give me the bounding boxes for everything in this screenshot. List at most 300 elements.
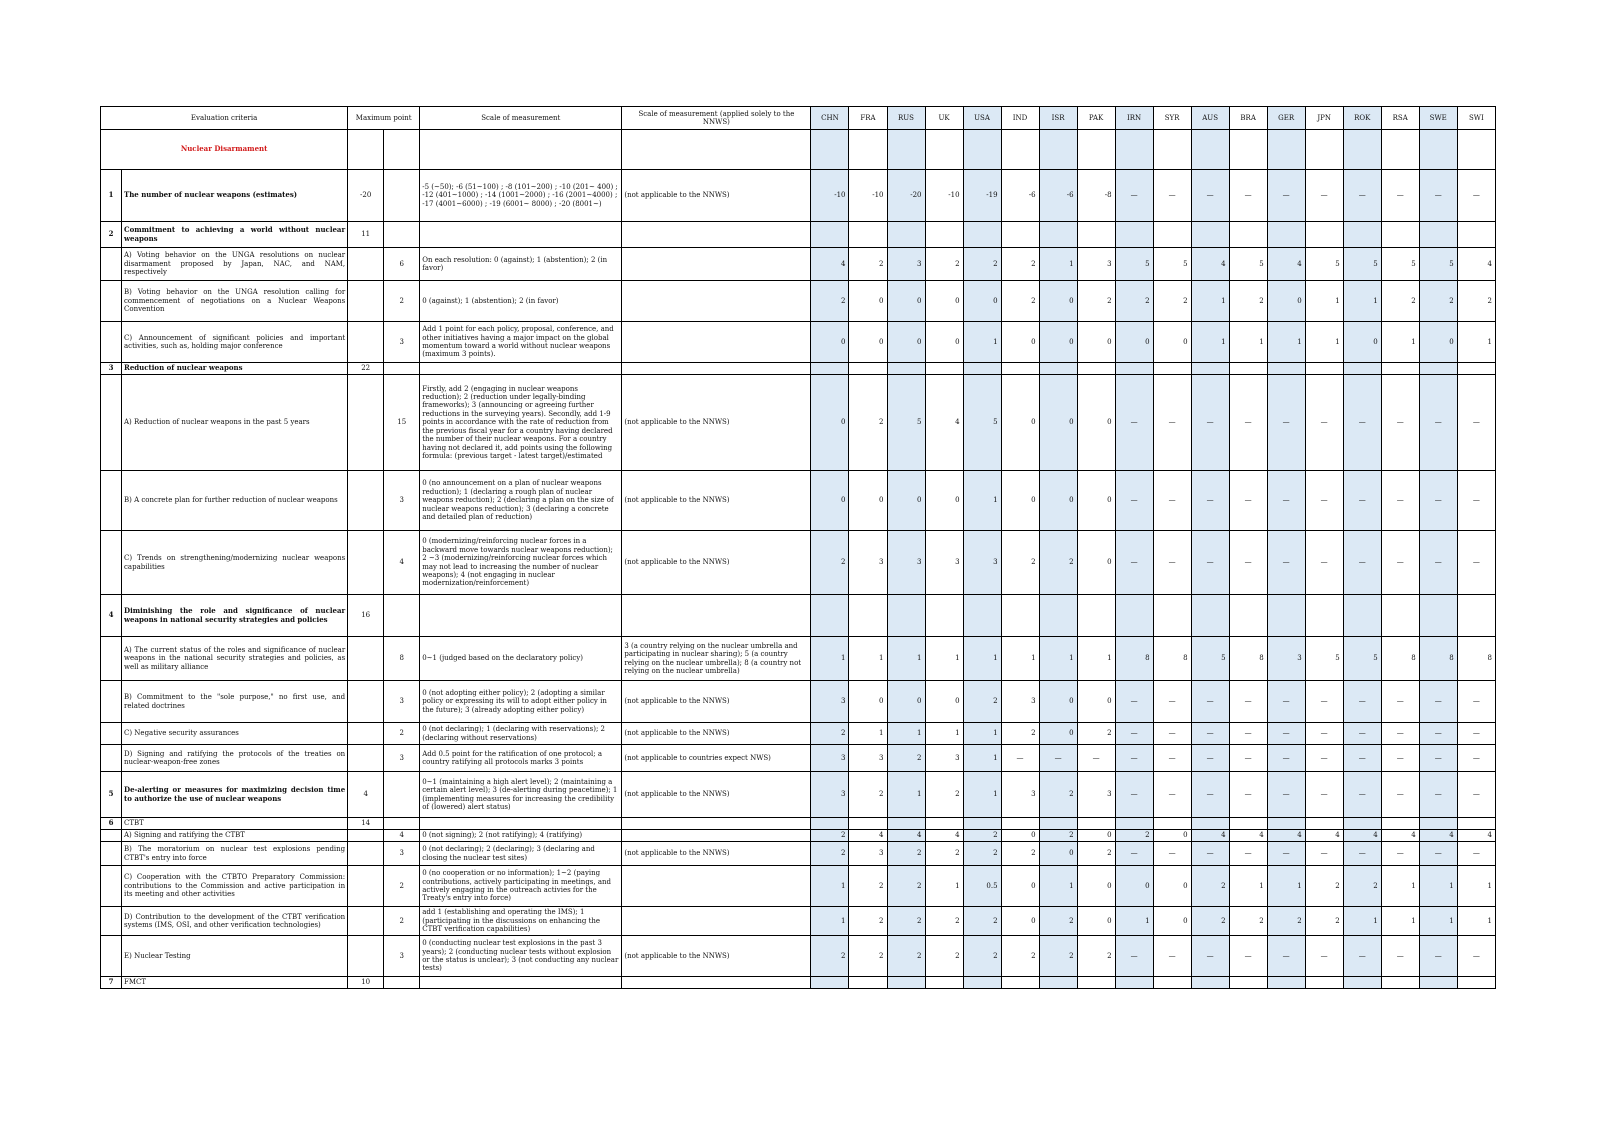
score-cell	[1267, 222, 1305, 248]
score-cell: 0	[925, 471, 963, 531]
score-cell: 1	[811, 637, 849, 681]
score-cell: —	[1343, 681, 1381, 723]
score-cell: —	[1343, 842, 1381, 866]
score-cell: 1	[1229, 322, 1267, 363]
score-cell	[1001, 363, 1039, 375]
score-cell: 1	[1305, 281, 1343, 322]
country-header: AUS	[1191, 107, 1229, 130]
score-cell: 0	[1419, 322, 1457, 363]
row-number	[101, 907, 122, 936]
score-cell: 2	[849, 907, 887, 936]
criteria-label: B) The moratorium on nuclear test explosions pending CTBT's entry into force	[122, 842, 348, 866]
score-cell: -8	[1077, 170, 1115, 222]
score-cell: 2	[963, 936, 1001, 977]
country-header: USA	[963, 107, 1001, 130]
max-point: 10	[348, 977, 384, 989]
score-cell: 1	[963, 322, 1001, 363]
score-cell: 3	[1267, 637, 1305, 681]
score-cell	[1077, 977, 1115, 989]
criteria-label: D) Signing and ratifying the protocols of the treaties on nuclear-weapon-free zones	[122, 745, 348, 772]
section-title-row	[101, 130, 1496, 170]
score-cell: —	[1229, 471, 1267, 531]
score-cell	[887, 977, 925, 989]
score-cell	[1153, 977, 1191, 989]
score-cell	[1191, 818, 1229, 830]
score-cell: 2	[1191, 866, 1229, 907]
score-cell: 0	[1267, 281, 1305, 322]
score-cell: 1	[1381, 866, 1419, 907]
criteria-label: Diminishing the role and significance of nuclear weapons in national security strategies and policies	[122, 595, 348, 637]
sub-point: 2	[384, 907, 420, 936]
score-cell: —	[1343, 772, 1381, 818]
score-cell: 2	[1001, 723, 1039, 745]
score-cell: —	[1343, 170, 1381, 222]
score-cell: 1	[1077, 637, 1115, 681]
score-cell	[1457, 977, 1495, 989]
scale-text: 0 (no cooperation or no information); 1~2 (paying contributions, actively participating in meetings, and actively engaging in the outreach activies for the Treaty's entry into force)	[420, 866, 622, 907]
score-cell: —	[1381, 936, 1419, 977]
row-number	[101, 681, 122, 723]
score-cell: 2	[887, 866, 925, 907]
score-cell: 1	[1381, 907, 1419, 936]
score-cell: 2	[925, 248, 963, 281]
score-cell	[1343, 222, 1381, 248]
score-cell	[1305, 977, 1343, 989]
score-cell: —	[1191, 531, 1229, 595]
score-cell: 2	[963, 248, 1001, 281]
score-cell	[849, 595, 887, 637]
score-cell: 2	[1229, 281, 1267, 322]
score-cell: 2	[1457, 281, 1495, 322]
criteria-label: D) Contribution to the development of the CTBT verification systems (IMS, OSI, and other verification technologies)	[122, 907, 348, 936]
score-cell: 2	[1305, 907, 1343, 936]
score-cell: —	[1305, 170, 1343, 222]
sub-point: 4	[384, 531, 420, 595]
score-cell: 5	[1229, 248, 1267, 281]
score-cell: —	[1305, 375, 1343, 471]
score-cell: 2	[1039, 907, 1077, 936]
score-cell: —	[1153, 375, 1191, 471]
score-cell	[1191, 363, 1229, 375]
score-cell	[1419, 363, 1457, 375]
score-cell: 1	[887, 772, 925, 818]
scale-text	[420, 977, 622, 989]
scale-nnws-text	[622, 322, 811, 363]
score-cell	[849, 977, 887, 989]
score-cell: 2	[963, 830, 1001, 842]
criteria-row	[101, 248, 1496, 281]
score-cell: 5	[1115, 248, 1153, 281]
score-cell	[1115, 977, 1153, 989]
scale-text: 0 (not declaring); 2 (declaring); 3 (declaring and closing the nuclear test sites)	[420, 842, 622, 866]
country-header: SYR	[1153, 107, 1191, 130]
score-cell	[811, 222, 849, 248]
score-cell: —	[1115, 842, 1153, 866]
score-cell: —	[1381, 772, 1419, 818]
score-cell	[1001, 222, 1039, 248]
score-cell: 4	[1381, 830, 1419, 842]
score-cell	[1077, 363, 1115, 375]
criteria-label: B) Voting behavior on the UNGA resolution calling for commencement of negotiations on a Nuclear Weapons Convention	[122, 281, 348, 322]
sub-point: 6	[384, 248, 420, 281]
scale-text: add 1 (establishing and operating the IMS); 1 (participating in the discussions on enhancing the CTBT verification capabilities)	[420, 907, 622, 936]
score-cell: —	[1419, 375, 1457, 471]
criteria-header: Evaluation criteria	[101, 107, 348, 130]
score-cell: —	[1419, 681, 1457, 723]
score-cell: —	[1267, 772, 1305, 818]
score-cell: 3	[849, 745, 887, 772]
score-cell	[1343, 595, 1381, 637]
criteria-row	[101, 977, 1496, 989]
score-cell: 2	[925, 936, 963, 977]
criteria-row	[101, 830, 1496, 842]
score-cell: 1	[1343, 907, 1381, 936]
score-cell: —	[1343, 936, 1381, 977]
score-cell: 1	[1267, 866, 1305, 907]
score-cell	[1039, 222, 1077, 248]
score-cell: —	[1343, 745, 1381, 772]
score-cell: —	[1381, 170, 1419, 222]
score-cell: 2	[1001, 936, 1039, 977]
score-cell: -6	[1039, 170, 1077, 222]
score-cell: —	[1267, 681, 1305, 723]
row-number	[101, 471, 122, 531]
score-cell: 0	[1077, 866, 1115, 907]
score-cell: —	[1153, 842, 1191, 866]
score-cell: 0	[849, 471, 887, 531]
score-cell: 1	[1381, 322, 1419, 363]
sub-point: 2	[384, 281, 420, 322]
country-header: IRN	[1115, 107, 1153, 130]
score-cell	[887, 595, 925, 637]
score-cell	[1267, 818, 1305, 830]
scale-nnws-text	[622, 866, 811, 907]
score-cell	[1457, 222, 1495, 248]
row-number	[101, 375, 122, 471]
country-header: RUS	[887, 107, 925, 130]
score-cell: 0	[849, 681, 887, 723]
criteria-label: De-alerting or measures for maximizing decision time to authorize the use of nuclear weapons	[122, 772, 348, 818]
scale-text	[420, 363, 622, 375]
criteria-label: A) Reduction of nuclear weapons in the past 5 years	[122, 375, 348, 471]
sub-point	[384, 222, 420, 248]
score-cell: 4	[1457, 830, 1495, 842]
row-number	[101, 281, 122, 322]
score-cell: 5	[1305, 637, 1343, 681]
score-cell: 3	[811, 772, 849, 818]
score-cell: -10	[925, 170, 963, 222]
sub-point	[384, 363, 420, 375]
score-cell	[1343, 818, 1381, 830]
criteria-label: E) Nuclear Testing	[122, 936, 348, 977]
scale-nnws-text: (not applicable to countries expect NWS)	[622, 745, 811, 772]
score-cell: 2	[1001, 248, 1039, 281]
score-cell: 8	[1115, 637, 1153, 681]
country-header: ISR	[1039, 107, 1077, 130]
row-number: 4	[101, 595, 122, 637]
scale-text	[420, 818, 622, 830]
score-cell: 2	[1229, 907, 1267, 936]
max-point	[348, 681, 384, 723]
score-cell: 2	[811, 281, 849, 322]
score-cell: 2	[1039, 772, 1077, 818]
score-cell	[963, 363, 1001, 375]
criteria-label: Reduction of nuclear weapons	[122, 363, 348, 375]
score-cell: 2	[887, 842, 925, 866]
score-cell: 2	[1001, 842, 1039, 866]
score-cell: 2	[1077, 723, 1115, 745]
score-cell: 2	[849, 936, 887, 977]
criteria-row	[101, 170, 1496, 222]
score-cell: 0	[1039, 723, 1077, 745]
score-cell: —	[1115, 170, 1153, 222]
row-number	[101, 248, 122, 281]
score-cell	[811, 363, 849, 375]
score-cell: 1	[1267, 322, 1305, 363]
score-cell: —	[1457, 531, 1495, 595]
score-cell: 2	[1115, 281, 1153, 322]
score-cell: —	[1191, 842, 1229, 866]
score-cell	[1419, 818, 1457, 830]
country-header: JPN	[1305, 107, 1343, 130]
score-cell: 4	[1305, 830, 1343, 842]
score-cell: -19	[963, 170, 1001, 222]
score-cell: 4	[811, 248, 849, 281]
table-body	[101, 130, 1496, 989]
score-cell: 1	[1305, 322, 1343, 363]
score-cell	[925, 818, 963, 830]
score-cell	[1115, 818, 1153, 830]
row-number	[101, 866, 122, 907]
score-cell: 1	[887, 723, 925, 745]
criteria-label: C) Cooperation with the CTBTO Preparatory Commission: contributions to the Commission and active participation in its meeting and other activities	[122, 866, 348, 907]
criteria-label: C) Negative security assurances	[122, 723, 348, 745]
scale-text: 0 (modernizing/reinforcing nuclear forces in a backward move towards nuclear weapons reduction); 2 ~3 (modernizing/reinforcing nuclear forces which may not lead to increasing the number of nuclear weapons); 4 (not engaging in nuclear modernization/reinforcement)	[420, 531, 622, 595]
score-cell	[887, 363, 925, 375]
max-point	[348, 830, 384, 842]
score-cell: —	[1305, 681, 1343, 723]
score-cell	[1457, 818, 1495, 830]
score-cell: 0	[925, 681, 963, 723]
sub-point: 3	[384, 322, 420, 363]
score-cell: 2	[963, 907, 1001, 936]
score-cell: 3	[849, 531, 887, 595]
score-cell: 1	[849, 637, 887, 681]
score-cell: 2	[811, 723, 849, 745]
row-number: 6	[101, 818, 122, 830]
score-cell	[1457, 595, 1495, 637]
score-cell	[1229, 977, 1267, 989]
score-cell: 2	[1419, 281, 1457, 322]
score-cell: 4	[1343, 830, 1381, 842]
score-cell: —	[1191, 375, 1229, 471]
score-cell: 1	[1039, 866, 1077, 907]
score-cell: 2	[963, 842, 1001, 866]
score-cell	[1305, 818, 1343, 830]
criteria-label: The number of nuclear weapons (estimates)	[122, 170, 348, 222]
score-cell: —	[1153, 772, 1191, 818]
score-cell	[1381, 818, 1419, 830]
scale-text: 0~1 (maintaining a high alert level); 2 (maintaining a certain alert level); 3 (de-alerting during peacetime); 1 (implementing measures for increasing the credibility of (lowered) alert status)	[420, 772, 622, 818]
scale-nnws-text	[622, 222, 811, 248]
score-cell: 2	[887, 745, 925, 772]
score-cell: —	[1267, 531, 1305, 595]
score-cell: —	[1191, 936, 1229, 977]
max-point	[348, 745, 384, 772]
score-cell	[1229, 363, 1267, 375]
score-cell: —	[1077, 745, 1115, 772]
score-cell: 3	[811, 681, 849, 723]
score-cell: —	[1229, 723, 1267, 745]
scale-nnws-text: (not applicable to the NNWS)	[622, 531, 811, 595]
max-point	[348, 322, 384, 363]
score-cell: 4	[1419, 830, 1457, 842]
score-cell	[1267, 977, 1305, 989]
score-cell: 1	[925, 866, 963, 907]
score-cell: 1	[1419, 907, 1457, 936]
score-cell: —	[1153, 531, 1191, 595]
criteria-row	[101, 907, 1496, 936]
score-cell: 1	[1343, 281, 1381, 322]
score-cell	[811, 818, 849, 830]
row-number	[101, 531, 122, 595]
score-cell	[1077, 595, 1115, 637]
score-cell: 4	[1457, 248, 1495, 281]
score-cell: 1	[1039, 637, 1077, 681]
sub-point: 3	[384, 745, 420, 772]
scale-nnws-text	[622, 595, 811, 637]
score-cell: 0	[1039, 322, 1077, 363]
score-cell: 5	[887, 375, 925, 471]
sub-point	[384, 977, 420, 989]
score-cell: —	[1267, 936, 1305, 977]
score-cell: —	[1419, 842, 1457, 866]
country-header: ROK	[1343, 107, 1381, 130]
score-cell: —	[1381, 375, 1419, 471]
score-cell	[1457, 363, 1495, 375]
criteria-row	[101, 222, 1496, 248]
score-cell: —	[1305, 531, 1343, 595]
score-cell: 2	[1077, 842, 1115, 866]
score-cell	[1381, 977, 1419, 989]
score-cell: 1	[963, 471, 1001, 531]
score-cell: —	[1381, 723, 1419, 745]
score-cell: 2	[1001, 531, 1039, 595]
criteria-row	[101, 936, 1496, 977]
score-cell: 8	[1153, 637, 1191, 681]
score-cell	[1267, 595, 1305, 637]
score-cell: —	[1153, 170, 1191, 222]
score-cell: 4	[925, 830, 963, 842]
max-point: 22	[348, 363, 384, 375]
scale-nnws-text: (not applicable to the NNWS)	[622, 471, 811, 531]
score-cell: 1	[1001, 637, 1039, 681]
scale-text: Add 0.5 point for the ratification of one protocol; a country ratifying all protocols marks 3 points	[420, 745, 622, 772]
score-cell: —	[1115, 531, 1153, 595]
score-cell: 0	[963, 281, 1001, 322]
score-cell: —	[1191, 471, 1229, 531]
score-cell: 0	[1039, 281, 1077, 322]
criteria-row	[101, 818, 1496, 830]
score-cell: —	[1305, 772, 1343, 818]
score-cell: 0	[1153, 322, 1191, 363]
row-number	[101, 830, 122, 842]
scale-nnws-text	[622, 818, 811, 830]
score-cell	[1039, 595, 1077, 637]
score-cell	[1381, 363, 1419, 375]
max-point	[348, 723, 384, 745]
score-cell	[1153, 595, 1191, 637]
scale-nnws-text: (not applicable to the NNWS)	[622, 681, 811, 723]
score-cell: —	[1381, 745, 1419, 772]
scale-text: Add 1 point for each policy, proposal, conference, and other initiatives having a major impact on the global momentum toward a world without nuclear weapons (maximum 3 points).	[420, 322, 622, 363]
score-cell: 2	[925, 772, 963, 818]
score-cell: —	[1381, 531, 1419, 595]
score-cell	[1267, 363, 1305, 375]
criteria-row	[101, 681, 1496, 723]
row-number	[101, 723, 122, 745]
country-header: CHN	[811, 107, 849, 130]
score-cell	[1115, 595, 1153, 637]
criteria-row	[101, 281, 1496, 322]
score-cell	[963, 222, 1001, 248]
score-cell: 0	[1039, 375, 1077, 471]
score-cell: 1	[925, 637, 963, 681]
score-cell: 0	[1039, 842, 1077, 866]
row-number: 1	[101, 170, 122, 222]
score-cell	[887, 222, 925, 248]
score-cell	[925, 222, 963, 248]
score-cell: 3	[1077, 772, 1115, 818]
score-cell	[1191, 595, 1229, 637]
score-cell: 0	[1001, 322, 1039, 363]
scale-text: On each resolution: 0 (against); 1 (abstention); 2 (in favor)	[420, 248, 622, 281]
criteria-row	[101, 322, 1496, 363]
score-cell: -10	[811, 170, 849, 222]
score-cell: 1	[1457, 322, 1495, 363]
max-point	[348, 281, 384, 322]
score-cell: 0	[1001, 907, 1039, 936]
score-cell: 4	[1229, 830, 1267, 842]
country-header: FRA	[849, 107, 887, 130]
country-header: RSA	[1381, 107, 1419, 130]
sub-point: 3	[384, 471, 420, 531]
score-cell: —	[1115, 772, 1153, 818]
score-cell: 2	[811, 531, 849, 595]
country-header: UK	[925, 107, 963, 130]
score-cell: —	[1419, 772, 1457, 818]
criteria-row	[101, 745, 1496, 772]
criteria-label: Commitment to achieving a world without nuclear weapons	[122, 222, 348, 248]
score-cell: 8	[1419, 637, 1457, 681]
score-cell: 2	[849, 866, 887, 907]
score-cell: 3	[887, 531, 925, 595]
score-cell: 0	[1153, 866, 1191, 907]
score-cell: 1	[1191, 281, 1229, 322]
score-cell: 2	[1077, 281, 1115, 322]
score-cell: 5	[1305, 248, 1343, 281]
scale-nnws-text	[622, 281, 811, 322]
score-cell: —	[1343, 471, 1381, 531]
score-cell	[1419, 222, 1457, 248]
country-header: SWE	[1419, 107, 1457, 130]
score-cell: 5	[1381, 248, 1419, 281]
score-cell: —	[1267, 170, 1305, 222]
score-cell: 0	[849, 322, 887, 363]
score-cell: —	[1115, 723, 1153, 745]
score-cell: —	[1343, 375, 1381, 471]
score-cell: 4	[1191, 830, 1229, 842]
